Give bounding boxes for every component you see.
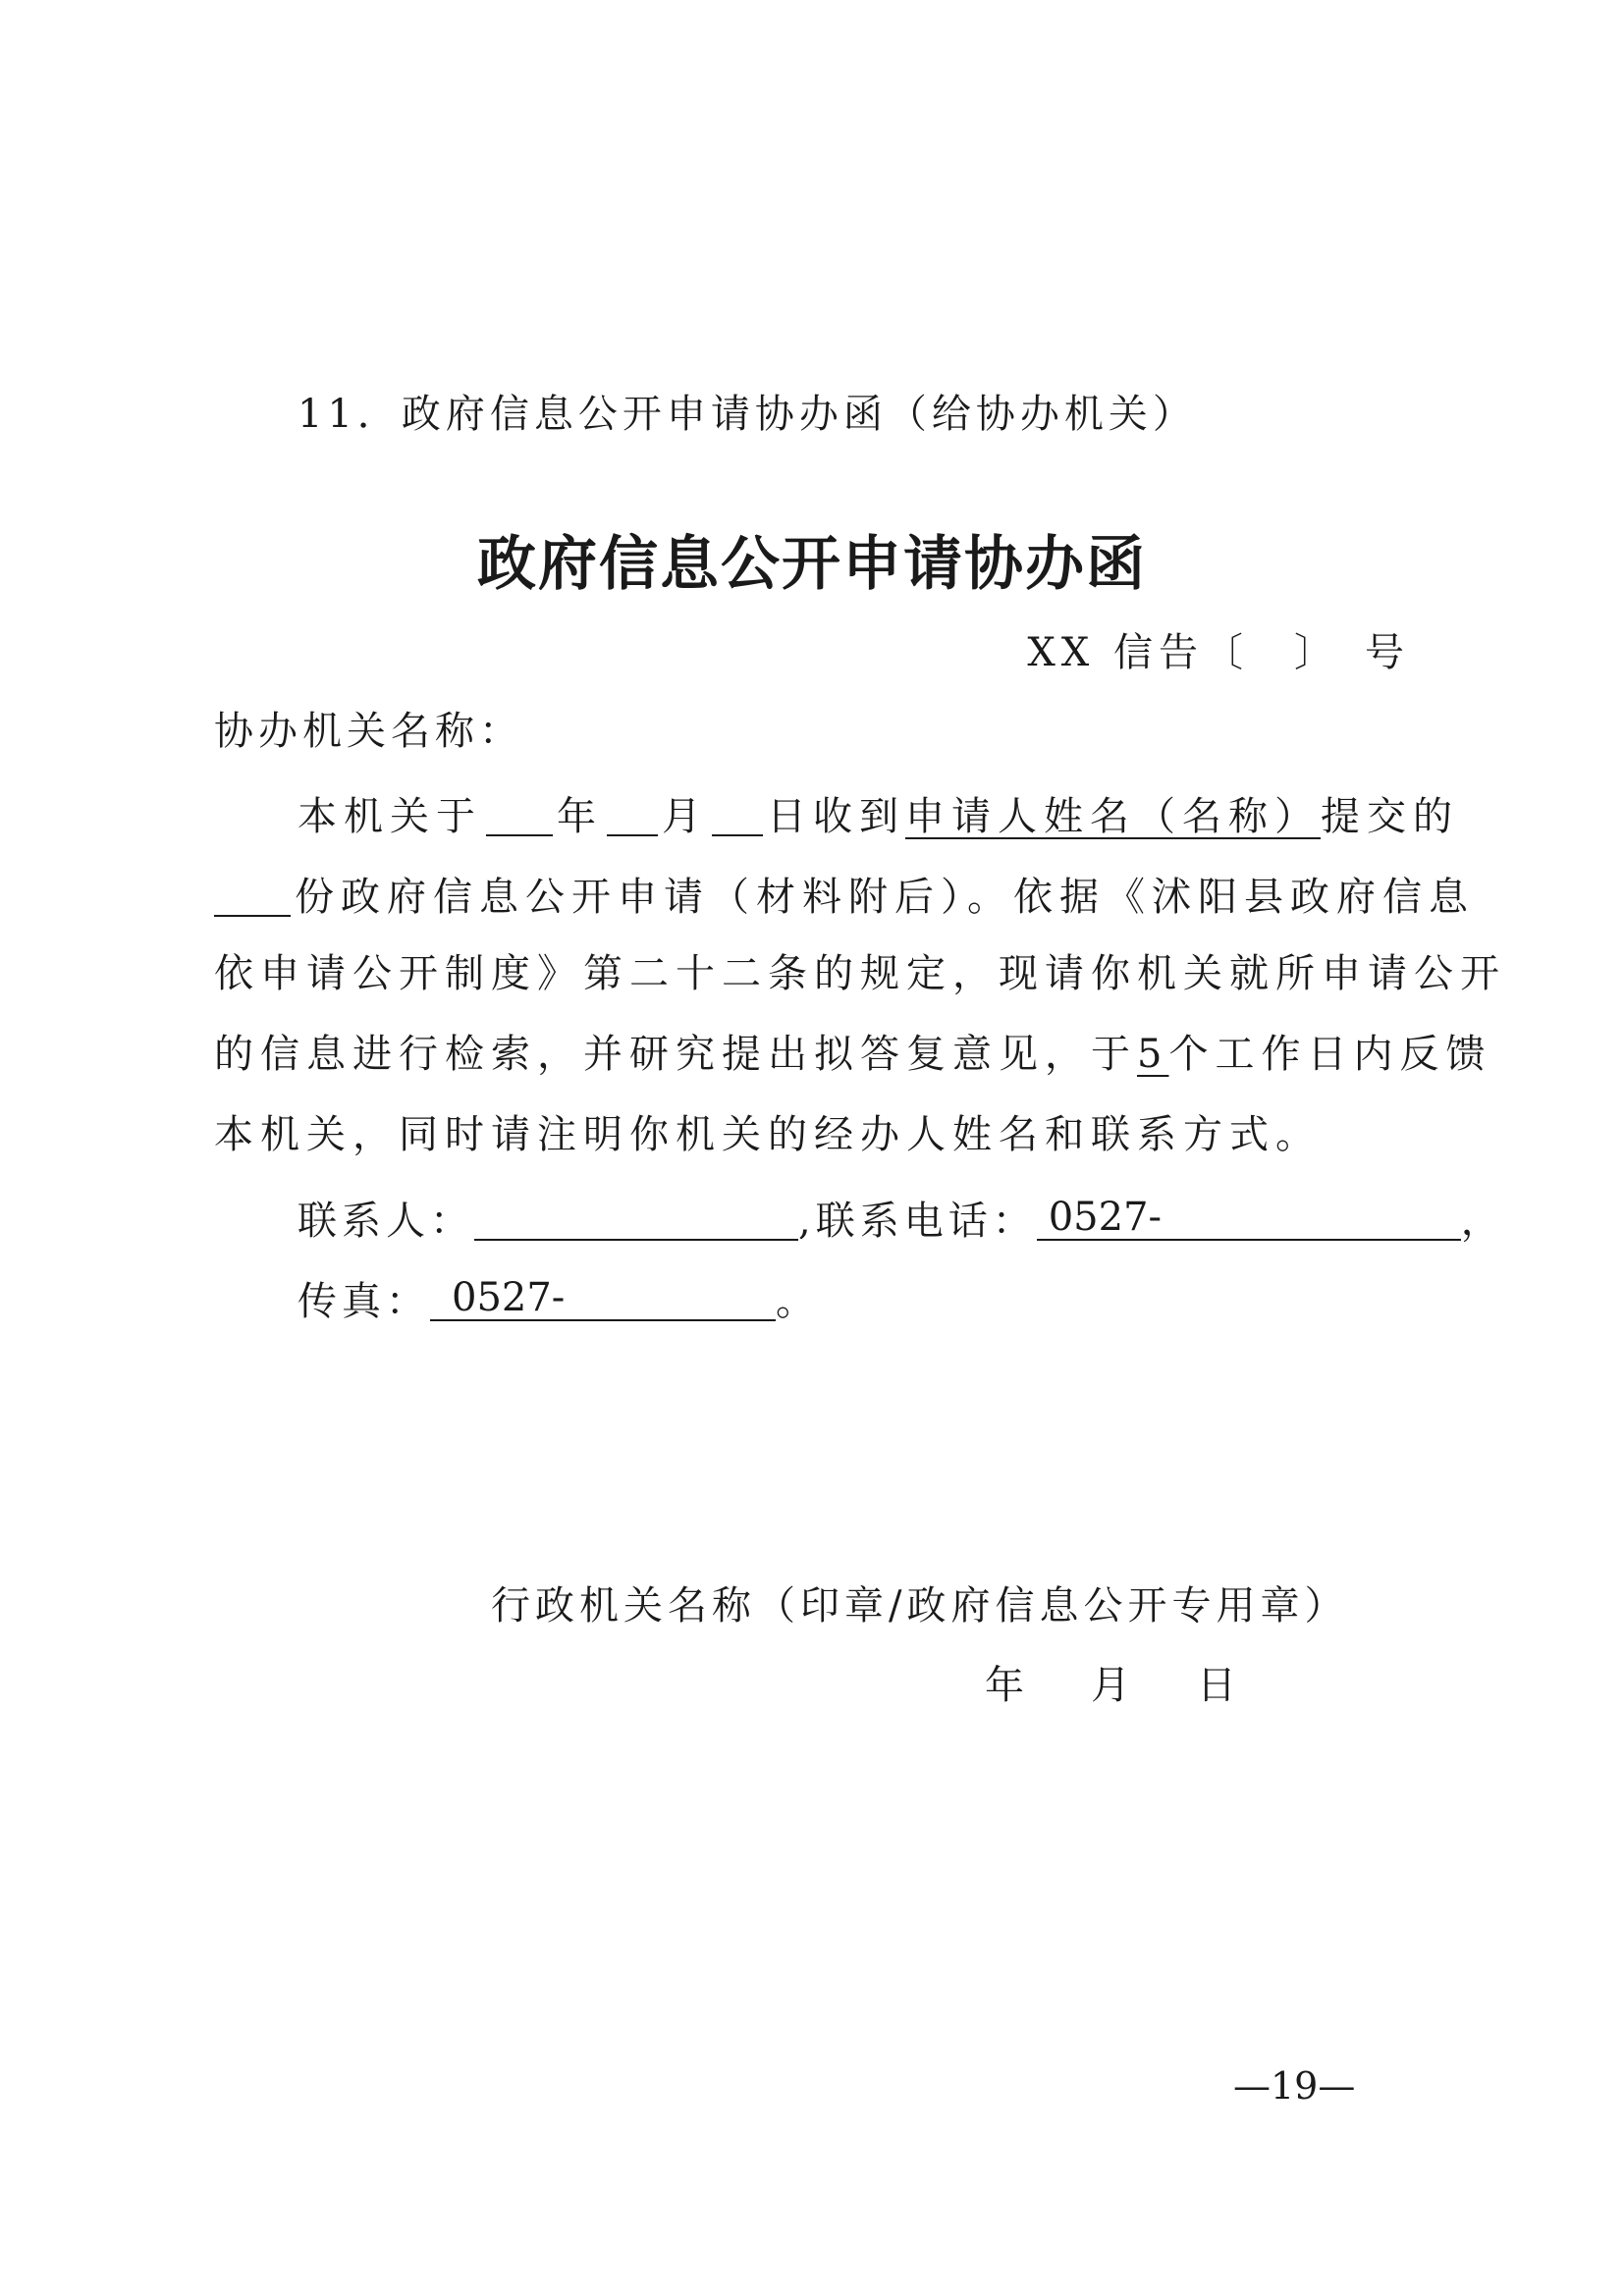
body-text: 本机关于 xyxy=(298,794,482,839)
contact-person-label: 联系人： xyxy=(298,1199,474,1244)
addressee-label: 协办机关名称： xyxy=(214,709,523,754)
document-number: XX 信告〔 〕 号 xyxy=(1027,630,1410,675)
body-text: 个工作日内反馈 xyxy=(1168,1032,1492,1077)
body-line-4 xyxy=(214,1032,1492,1077)
phone-prefix: 0527- xyxy=(1048,1195,1163,1240)
section-heading: 11．政府信息公开申请协办函（给协办机关） xyxy=(298,392,1197,437)
punctuation: 。 xyxy=(776,1279,820,1324)
contact-phone-field[interactable] xyxy=(1037,1195,1461,1241)
signature-line: 行政机关名称（印章/政府信息公开专用章） xyxy=(491,1583,1349,1629)
fax-line xyxy=(298,1275,820,1324)
contact-line xyxy=(298,1195,1505,1244)
date-year: 年 xyxy=(985,1663,1024,1708)
date-day: 日 xyxy=(1197,1663,1236,1708)
fax-prefix: 0527- xyxy=(452,1275,566,1320)
fax-field[interactable] xyxy=(430,1275,776,1321)
page-number: —19— xyxy=(1233,2064,1356,2108)
applicant-name-field[interactable]: 申请人姓名（名称） xyxy=(905,794,1321,839)
year-label: 年 xyxy=(557,794,603,839)
day-label: 日收到 xyxy=(767,794,905,839)
copies-blank[interactable] xyxy=(214,874,291,917)
day-blank[interactable] xyxy=(712,793,763,836)
body-text: 份政府信息公开申请（材料附后）。依据《沭阳县政府信息 xyxy=(295,875,1475,920)
contact-person-field[interactable] xyxy=(474,1198,798,1241)
contact-phone-label: ,联系电话： xyxy=(798,1199,1037,1244)
fax-label: 传真： xyxy=(298,1279,430,1324)
body-line-5: 本机关，同时请注明你机关的经办人姓名和联系方式。 xyxy=(214,1112,1322,1157)
month-blank[interactable] xyxy=(607,793,658,836)
body-line-3: 依申请公开制度》第二十二条的规定，现请你机关就所申请公开 xyxy=(214,951,1506,996)
body-text: 的信息进行检索，并研究提出拟答复意见，于 xyxy=(214,1032,1137,1077)
date-line xyxy=(985,1663,1236,1708)
body-line-1 xyxy=(298,793,1459,839)
body-text: 提交的 xyxy=(1321,794,1459,839)
document-title: 政府信息公开申请协办函 xyxy=(477,530,1147,599)
body-line-2 xyxy=(214,874,1475,920)
punctuation: ， xyxy=(1460,1199,1505,1244)
month-label: 月 xyxy=(662,794,708,839)
date-month: 月 xyxy=(1091,1663,1130,1708)
working-days-value: 5 xyxy=(1137,1032,1169,1077)
year-blank[interactable] xyxy=(486,793,553,836)
